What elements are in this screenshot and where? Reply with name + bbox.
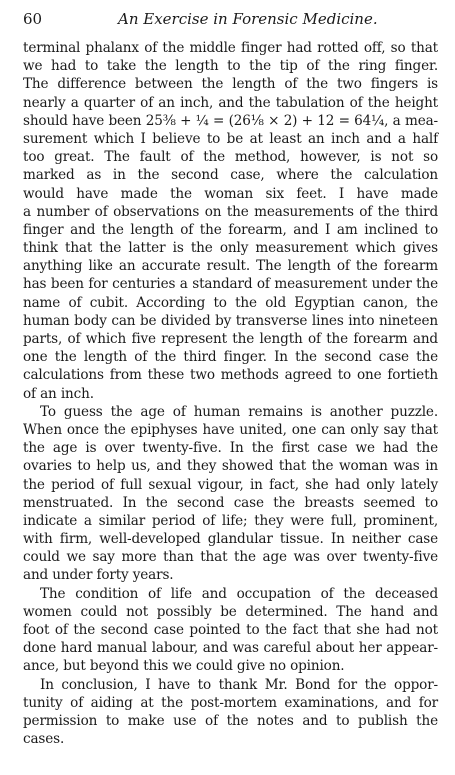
- text-line: women could not possibly be determined. The hand and: [23, 603, 438, 620]
- text-line: marked as in the second case, where the calculation: [23, 167, 438, 184]
- text-line: menstruated. In the second case the breasts seemed to: [23, 494, 438, 511]
- paragraph: [23, 39, 438, 403]
- text-line: terminal phalanx of the middle finger had rotted off, so that: [23, 40, 438, 56]
- text-line: permission to make use of the notes and to publish the: [23, 712, 438, 729]
- page-header: [23, 8, 438, 30]
- text-line: To guess the age of human remains is another puzzle.: [40, 403, 438, 420]
- page-number: 60: [23, 10, 43, 28]
- text-line: calculations from these two methods agreed to one fortieth: [23, 367, 438, 384]
- text-line: finger and the length of the forearm, and I am inclined to: [23, 221, 438, 238]
- paragraph: [23, 676, 438, 749]
- text-line: a number of observations on the measurements of the third: [23, 203, 438, 220]
- text-line: we had to take the length to the tip of the ring finger.: [23, 58, 438, 75]
- text-line: think that the latter is the only measurement which gives: [23, 240, 438, 257]
- text-line: indicate a similar period of life; they were full, prominent,: [23, 512, 438, 529]
- text-line: with firm, well-developed glandular tissue. In neither case: [23, 531, 438, 548]
- text-line: ovaries to help us, and they showed that the woman was in: [23, 458, 438, 475]
- text-line: foot of the second case pointed to the fact that she had not: [23, 622, 438, 638]
- paragraph: [23, 585, 438, 676]
- text-line: the period of full sexual vigour, in fact, she had only lately: [23, 476, 438, 493]
- text-line: name of cubit. According to the old Egyptian canon, the: [23, 294, 438, 311]
- text-line: When once the epiphyses have united, one can only say that: [23, 421, 438, 438]
- text-line: ance, but beyond this we could give no opinion.: [23, 658, 345, 675]
- text-line: anything like an accurate result. The length of the forearm: [23, 258, 438, 275]
- paragraph: [23, 403, 438, 585]
- running-title: An Exercise in Forensic Medicine.: [118, 10, 378, 28]
- text-line: should have been 25⅜ + ¼ = (26⅛ × 2) + 12 = 64¼, a mea-: [23, 112, 438, 129]
- text-line: of an inch.: [23, 385, 94, 402]
- text-line: could we say more than that the age was over twenty-five: [23, 549, 438, 566]
- text-line: too great. The fault of the method, however, is not so: [23, 149, 438, 166]
- text-line: The difference between the length of the two fingers is: [23, 76, 438, 93]
- body-text: [23, 39, 438, 748]
- text-line: In conclusion, I have to thank Mr. Bond for the oppor-: [40, 676, 438, 693]
- text-line: would have made the woman six feet. I have made: [23, 185, 438, 202]
- text-line: parts, of which five represent the length of the forearm and: [23, 331, 438, 347]
- text-line: the age is over twenty-five. In the first case we had the: [23, 440, 438, 457]
- text-line: The condition of life and occupation of the deceased: [40, 585, 438, 602]
- text-line: done hard manual labour, and was careful about her appear-: [23, 640, 438, 657]
- text-line: and under forty years.: [23, 567, 174, 584]
- text-line: cases.: [23, 731, 65, 748]
- text-line: has been for centuries a standard of measurement under the: [23, 276, 438, 293]
- text-line: human body can be divided by transverse lines into nineteen: [23, 312, 438, 329]
- text-line: one the length of the third finger. In the second case the: [23, 349, 438, 366]
- text-line: nearly a quarter of an inch, and the tabulation of the height: [23, 94, 438, 111]
- text-line: surement which I believe to be at least an inch and a half: [23, 130, 438, 147]
- text-line: tunity of aiding at the post-mortem examinations, and for: [23, 694, 438, 711]
